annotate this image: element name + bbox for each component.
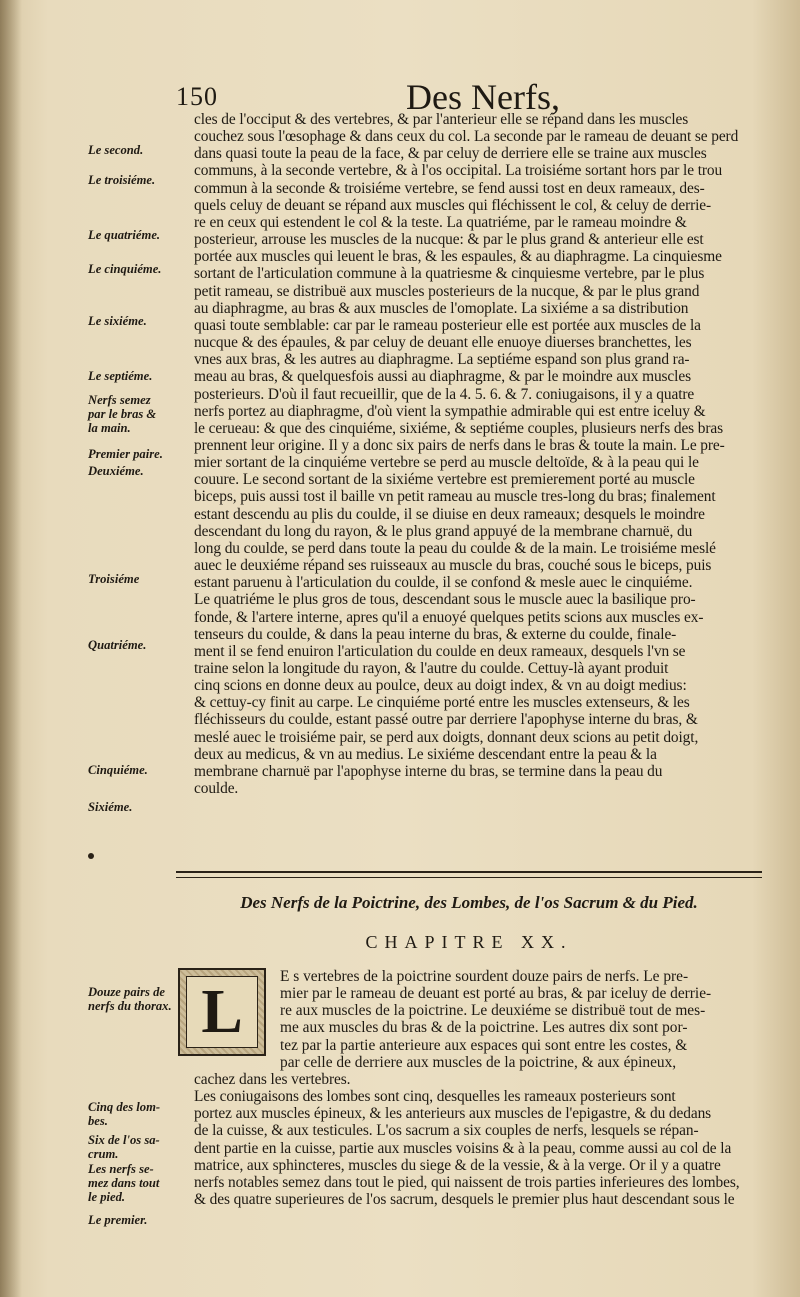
running-title: Des Nerfs,: [406, 77, 560, 117]
bullet-mark: [88, 853, 94, 859]
margin-note: Le troisiéme.: [88, 173, 156, 187]
margin-note: Sixiéme.: [88, 800, 133, 814]
margin-note: Premier paire.: [88, 447, 163, 461]
margin-note: Nerfs semez par le bras & la main.: [88, 393, 157, 435]
section-rule-thin: [176, 877, 762, 878]
margin-note: Troisiéme: [88, 572, 140, 586]
margin-note: Le quatriéme.: [88, 228, 161, 242]
section-title: Des Nerfs de la Poictrine, des Lombes, de l'os Sacrum & du Pied.: [240, 893, 698, 912]
chapter-body-text: cachez dans les vertebres. Les coniugaisons des lombes sont cinq, desquelles les rameaux posterieurs sont portez aux muscles épineux, & les anterieurs aux muscles de l'epigastre, & du dedans de la cuisse, & aux testicules. L'os sacrum a six couples de nerfs, lesquels se répan- dent partie en la cuisse, partie aux muscles voisins & à la peau, comme aussi au col de la matrice, aux sphincteres, muscles du siege & de la vessie, & à la verge. Or il y a quatre nerfs notables semez dans tout le pied, qui naissent de trois parties inferieures des lombes, & des quatre superieures de l'os sacrum, desquels le premier plus haut descendant sous le: [194, 1071, 740, 1209]
page-number: 150: [176, 82, 218, 111]
chapter-opening-text: E s vertebres de la poictrine sourdent douze pairs de nerfs. Le pre- mier par le rameau de deuant est porté au bras, & par iceluy de derrie- re aux muscles de la poictrine. Le deuxiéme se distribuë tout de mes- me aux muscles du bras & de la poictrine. Les autres dix sont por- tez par la partie anterieure aux espaces qui sont entre les costes, & par celle de derriere aux muscles de la poictrine, & aux épineux,: [280, 968, 712, 1071]
margin-notes: [88, 0, 188, 1297]
body-text: cles de l'occiput & des vertebres, & par l'anterieur elle se répand dans les muscles couchez sous l'œsophage & dans ceux du col. La seconde par le rameau de deuant se perd dans quasi toute la peau de la face, & par celuy de derriere elle se traine aux muscles communs, à la seconde vertebre, & à l'os occipital. La troisiéme sortant hors par le trou commun à la seconde & troisiéme vertebre, se fend aussi tost en deux rameaux, des- quels celuy de deuant se répand aux muscles qui fléchissent le col, & celuy de derrie- re en ceux qui estendent le col & la teste. La quatriéme, par le rameau moindre & posterieur, arrouse les muscles de la nucque: & par le plus grand & anterieur elle est portée aux muscles qui leuent le bras, & les espaules, & au diaphragme. La cinquiesme sortant de l'articulation commune à la quatriesme & cinquiesme vertebre, par le plus petit rameau, se distribuë aux muscles posterieurs de la nucque, & par le plus grand au diaphragme, au bras & aux muscles de l'omoplate. La sixiéme a sa distribution quasi toute semblable: car par le rameau posterieur elle est portée aux muscles de la nucque & des épaules, & par celuy de deuant elle enuoye diuerses branchettes, les vnes aux bras, & les autres au diaphragme. La septiéme espand son plus grand ra- meau au bras, & quelquesfois aussi au diaphragme, & par le moindre aux muscles posterieurs. D'où il faut recueillir, que de la 4. 5. 6. & 7. coniugaisons, il y a quatre nerfs portez au diaphragme, d'où vient la sympathie admirable qui est entre iceluy & le cerueau: & que des cinquiéme, sixiéme, & septiéme couples, plusieurs nerfs des bras prennent leur origine. Il y a donc six pairs de nerfs dans le bras & toute la main. Le pre- mier sortant de la cinquiéme vertebre se perd au muscle deltoïde, & à la peau qui le couure. Le second sortant de la sixiéme vertebre est premierement porté au muscle biceps, puis aussi tost il baille vn petit rameau au muscle tres-long du bras; finalement estant descendu au plis du coulde, il se diuise en deux rameaux; desquels le moindre descendant du long du rayon, & le plus grand appuyé de la membrane charnuë, du long du coulde, se perd dans toute la peau du coulde & de la main. Le troisiéme meslé auec le deuxiéme répand ses ruisseaux au muscle du bras, couché sous le biceps, puis estant paruenu à l'articulation du coulde, il se confond & mesle auec le cinquiéme. Le quatriéme le plus gros de tous, descendant sous le muscle auec la basilique pro- fonde, & l'artere interne, apres qu'il a enuoyé quelques petits scions aux muscles ex- tenseurs du coulde, & dans la peau interne du bras, & externe du coulde, finale- ment il se fend enuiron l'articulation du coulde en deux rameaux, desquels l'vn se traine selon la longitude du rayon, & l'autre du coulde. Cettuy-là ayant produit cinq scions en donne deux au poulce, deux au doigt index, & vn au doigt medius: & cettuy-cy finit au carpe. Le cinquiéme porté entre les muscles extenseurs, & les fléchisseurs du coulde, estant passé outre par derriere l'apophyse interne du bras, & meslé auec le troisiéme pair, se perd aux doigts, donnant deux scions au petit doigt, deux au medicus, & vn au medius. Le sixiéme descendant entre la peau & la membrane charnuë par l'apophyse interne du bras, se termine dans la peau du coulde.: [194, 111, 739, 798]
margin-note: Deuxiéme.: [88, 464, 144, 478]
margin-note: Le sixiéme.: [88, 314, 147, 328]
binding-shadow: [0, 0, 22, 1297]
margin-note: Quatriéme.: [88, 638, 147, 652]
margin-note: Le second.: [88, 143, 144, 157]
margin-note: Le premier.: [88, 1213, 148, 1227]
section-rule: [176, 871, 762, 873]
margin-note: Cinq des lom- bes.: [88, 1100, 161, 1128]
margin-note: Les nerfs se- mez dans tout le pied.: [88, 1162, 160, 1204]
drop-cap-letter: L: [201, 978, 243, 1046]
margin-note: Douze pairs de nerfs du thorax.: [88, 985, 172, 1013]
margin-note: Six de l'os sa- crum.: [88, 1133, 160, 1161]
drop-cap-ornament: [178, 968, 266, 1056]
margin-note: Le septiéme.: [88, 369, 153, 383]
margin-note: Cinquiéme.: [88, 763, 148, 777]
margin-note: Le cinquiéme.: [88, 262, 162, 276]
drop-cap-frame: [186, 976, 258, 1048]
chapter-title: CHAPITRE XX.: [365, 932, 573, 952]
